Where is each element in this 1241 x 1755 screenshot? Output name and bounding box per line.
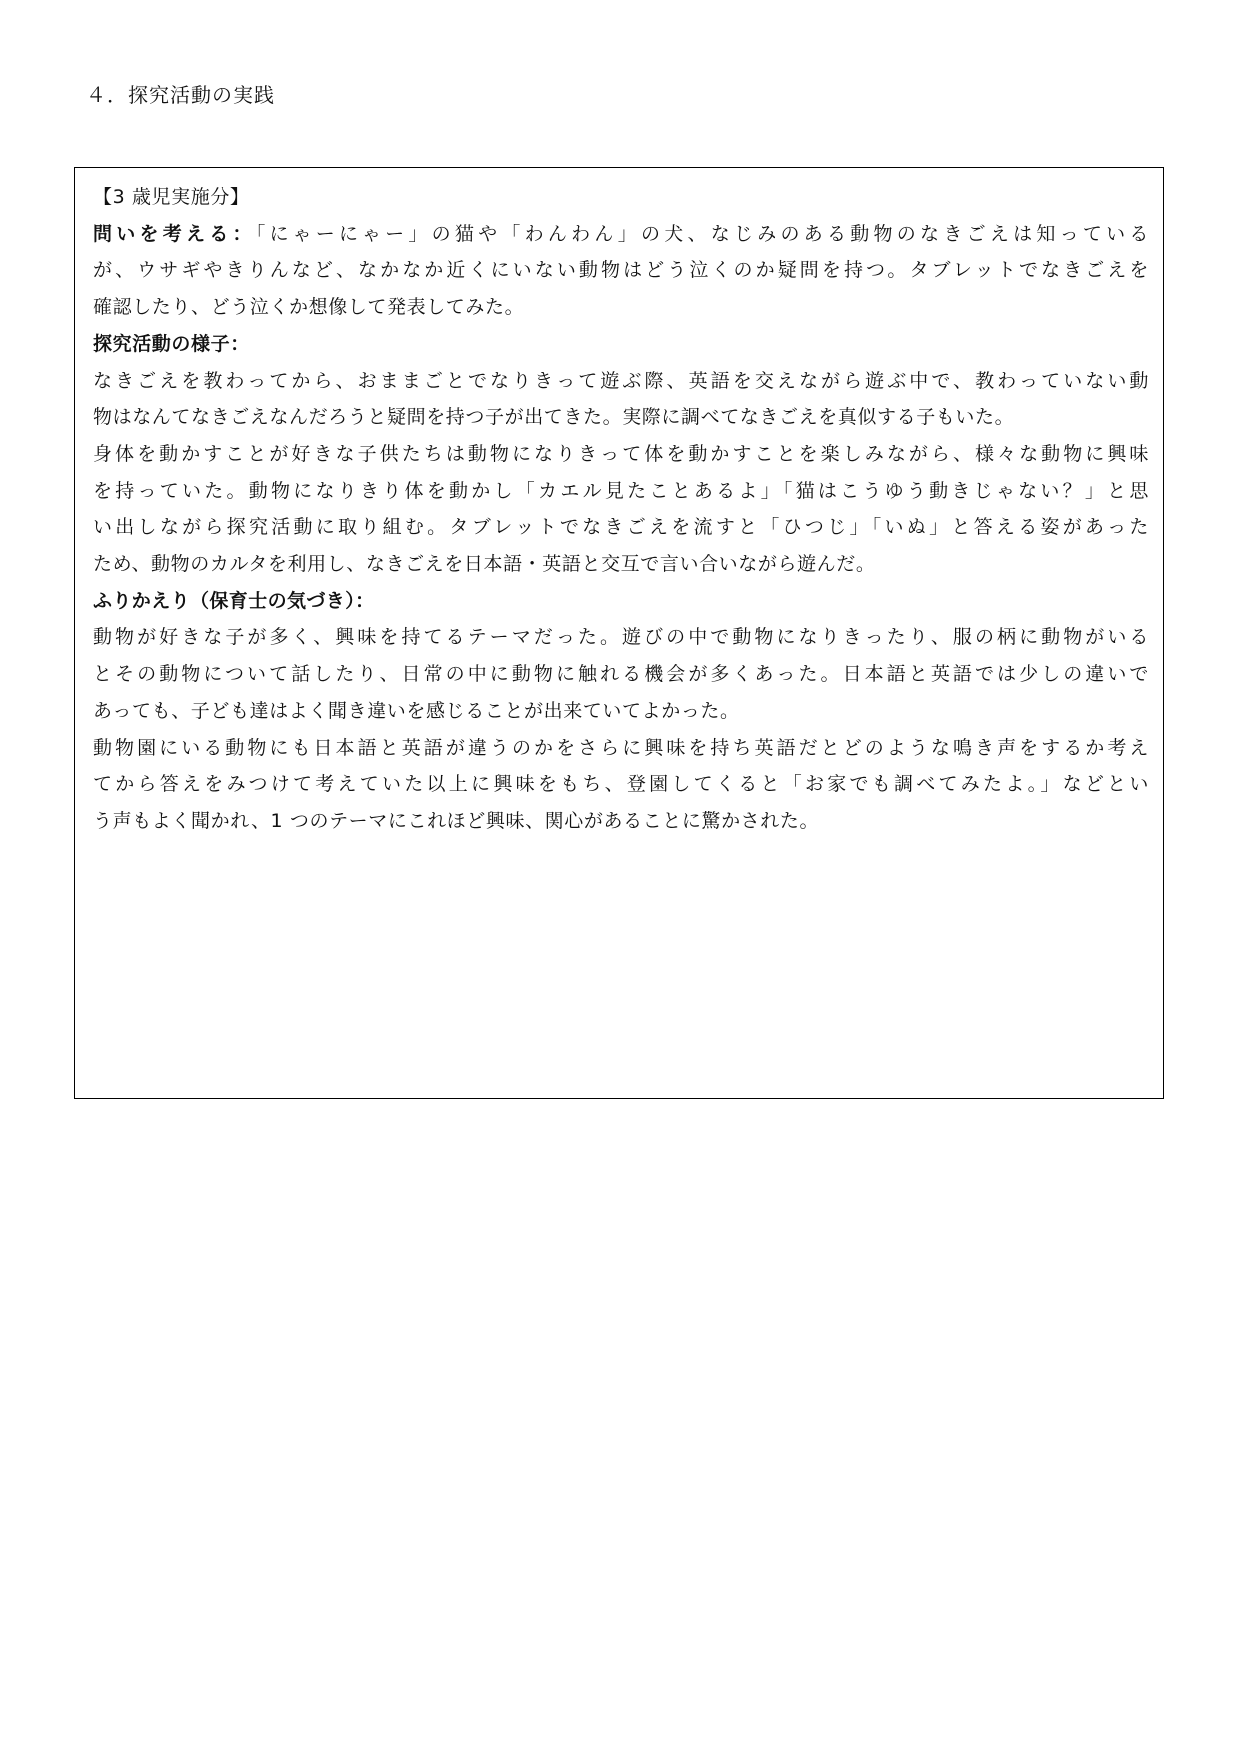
activity-paragraph-line: い出しながら探究活動に取り組む。タブレットでなきごえを流すと「ひつじ」「いぬ」と答える姿があった [93,516,1149,539]
question-text: 「にゃーにゃー」の猫や「わんわん」の犬、なじみのある動物のなきごえは知っている [255,222,1149,245]
question-label: 問いを考える： [93,222,256,245]
question-paragraph-line: 確認したり、どう泣くか想像して発表してみた。 [93,296,525,319]
activity-paragraph-line: 物はなんてなきごえなんだろうと疑問を持つ子が出てきた。実際に調べてなきごえを真似する子もいた。 [93,406,1015,429]
activity-paragraph-line: 身体を動かすことが好きな子供たちは動物になりきって体を動かすことを楽しみながら、様々な動物に興味 [93,442,1149,465]
reflection-paragraph-line: 動物が好きな子が多く、興味を持てるテーマだった。遊びの中で動物になりきったり、服の柄に動物がいる [93,626,1149,649]
reflection-paragraph-line: う声もよく聞かれ、1 つのテーマにこれほど興味、関心があることに驚かされた。 [93,809,820,832]
reflection-paragraph-line: あっても、子ども達はよく聞き違いを感じることが出来ていてよかった。 [93,699,740,722]
activity-paragraph-line: ため、動物のカルタを利用し、なきごえを日本語・英語と交互で言い合いながら遊んだ。 [93,553,876,576]
section-heading: ４．探究活動の実践 [86,83,275,107]
report-title: 【3 歳児実施分】 [93,186,250,208]
activity-paragraph-line: を持っていた。動物になりきり体を動かし「カエル見たことあるよ」「猫はこうゆう動きじゃない？」と思 [93,479,1149,502]
reflection-paragraph-line: てから答えをみつけて考えていた以上に興味をもち、登園してくると「お家でも調べてみたよ。」などとい [93,773,1149,796]
reflection-label: ふりかえり（保育士の気づき）： [93,589,375,612]
activity-label: 探究活動の様子： [93,332,250,355]
question-paragraph-line: が、ウサギやきりんなど、なかなか近くにいない動物はどう泣くのか疑問を持つ。タブレットでなきごえを [93,259,1149,282]
reflection-paragraph-line: とその動物について話したり、日常の中に動物に触れる機会が多くあった。日本語と英語では少しの違いで [93,663,1149,686]
activity-paragraph-line: なきごえを教わってから、おままごとでなりきって遊ぶ際、英語を交えながら遊ぶ中で、教わっていない動 [93,369,1149,392]
report-box [74,167,1164,1099]
reflection-paragraph-line: 動物園にいる動物にも日本語と英語が違うのかをさらに興味を持ち英語だとどのような鳴き声をするか考え [93,736,1149,759]
question-paragraph-line [93,216,1149,253]
